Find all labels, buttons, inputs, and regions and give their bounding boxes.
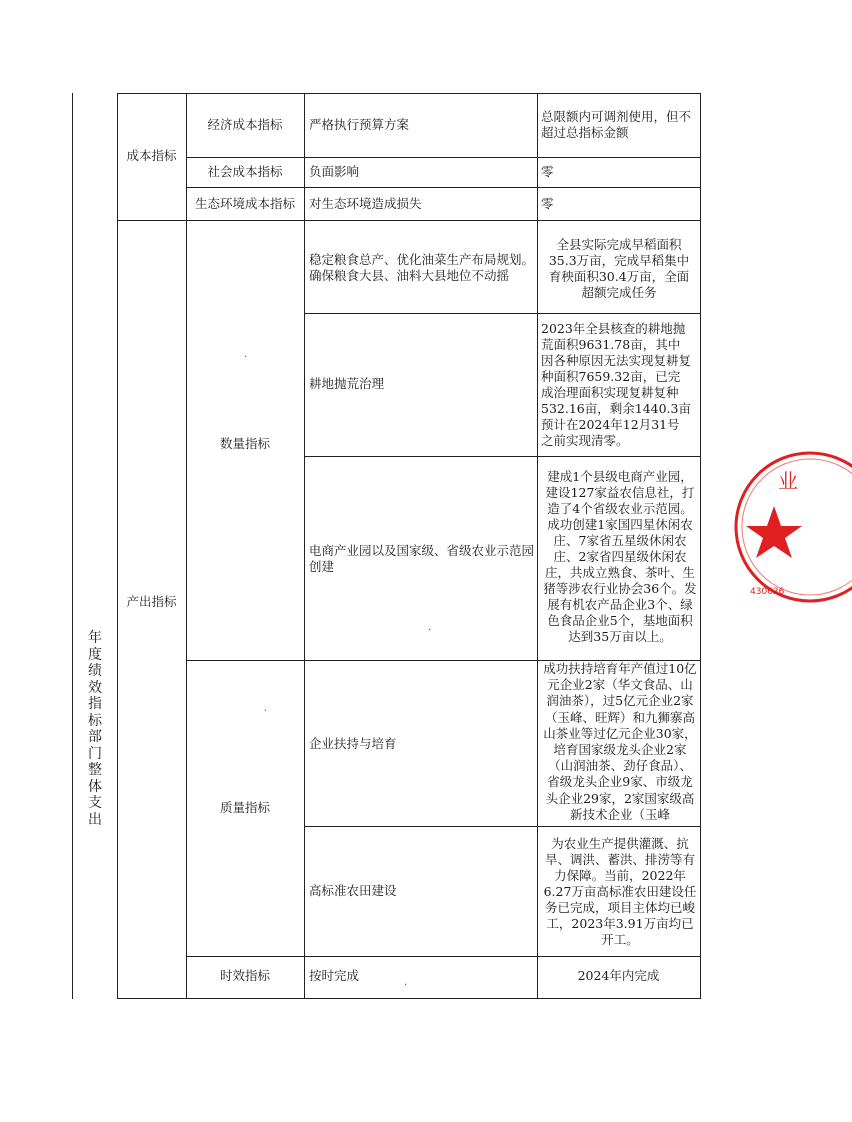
cost-result-ecological: 零 — [541, 196, 554, 211]
cost-result-economic: 总限额内可调剂使用，但不超过总指标金额 — [541, 109, 692, 140]
scan-mark: · — [264, 706, 268, 717]
quantity-result-ecommerce: 建成1个县级电商产业园，建设127家益农信息社，打造了4个省级农业示范园。成功创建1家国四星休闲农庄、7家省五星级休闲农庄、2家省四星级休闲农庄，共成立熟食、茶叶、生猪等涉农行业协会36个。发展有机农产品企业3个、绿色食品企业5个，基地面积达到35万亩以上。 — [543, 469, 697, 644]
cost-indicator-ecological: 生态环境成本指标 — [194, 196, 295, 211]
quality-result-enterprise: 成功扶持培育年产值过10亿元企业2家（华文食品、山润油茶），过5亿元企业2家（玉峰、旺辉）和九狮寨高山茶业等过亿元企业30家，培育国家级龙头企业2家（山润油茶、劲仔食品）、省级龙头企业9家、市级龙头企业29家，2家国家级高新技术企业（玉峰 — [543, 661, 697, 822]
seal-number: 430626 — [750, 587, 785, 597]
side-label: 年度绩效指标部门整体支出 — [88, 630, 102, 828]
cost-label: 成本指标 — [126, 148, 177, 163]
scan-mark: · — [244, 352, 248, 363]
timeliness-label: 时效指标 — [219, 968, 270, 983]
quality-result-farmland: 为农业生产提供灌溉、抗旱、调洪、蓄洪、排涝等有力保障。当前，2022年6.27万亩高标准农田建设任务已完成，项目主体均已峻工，2023年3.91万亩均已开工。 — [543, 836, 697, 947]
cost-content-social: 负面影响 — [309, 164, 360, 179]
timeliness-content: 按时完成 — [309, 968, 360, 983]
cost-content-economic: 严格执行预算方案 — [309, 117, 410, 132]
seal-star-icon — [746, 506, 802, 558]
timeliness-result: 2024年内完成 — [577, 968, 660, 983]
cost-indicator-social: 社会成本指标 — [207, 164, 283, 179]
quantity-content-grain: 稳定粮食总产、优化油菜生产布局规划。确保粮食大县、油料大县地位不动摇 — [309, 252, 535, 283]
quality-content-enterprise: 企业扶持与培育 — [309, 736, 397, 751]
quantity-result-wasteland: 2023年全县核查的耕地抛荒面积9631.78亩，其中因各种原因无法实现复耕复种面积7659.32亩，已完成治理面积实现复耕复种532.16亩，剩余1440.3亩预计在2024年12月31号之前实现清零。 — [541, 321, 692, 448]
quality-label: 质量指标 — [219, 800, 270, 815]
cost-indicator-economic: 经济成本指标 — [207, 117, 283, 132]
quantity-content-wasteland: 耕地抛荒治理 — [309, 376, 385, 391]
quantity-content-ecommerce: 电商产业园以及国家级、省级农业示范园创建 — [309, 543, 535, 574]
scan-mark: · — [404, 980, 408, 991]
output-label: 产出指标 — [126, 594, 177, 609]
official-seal — [732, 448, 852, 606]
quality-content-farmland: 高标准农田建设 — [309, 883, 397, 898]
cost-result-social: 零 — [541, 164, 554, 179]
quantity-label: 数量指标 — [219, 436, 270, 451]
cost-content-ecological: 对生态环境造成损失 — [309, 196, 422, 211]
quantity-result-grain: 全县实际完成早稻面积35.3万亩，完成早稻集中育秧面积30.4万亩，全面超额完成任务 — [548, 237, 690, 300]
seal-text: 业 — [778, 469, 798, 493]
scan-mark: · — [428, 625, 432, 636]
